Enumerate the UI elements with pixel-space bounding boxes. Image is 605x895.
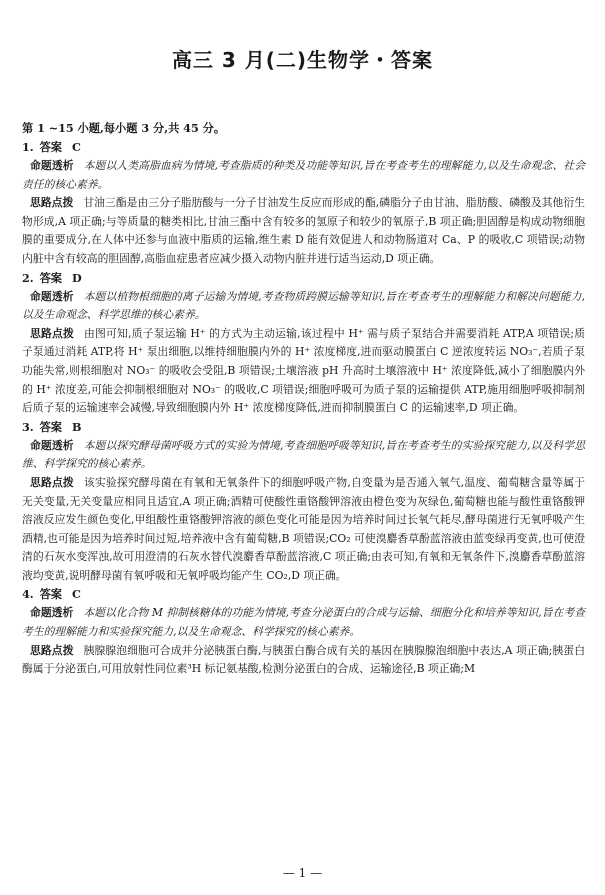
hint-paragraph: [22, 474, 585, 586]
answer-value: D: [71, 270, 82, 285]
question-number: 3.: [22, 419, 34, 434]
answer-line: [22, 418, 585, 437]
answer-label: 答案: [39, 587, 62, 602]
analysis-paragraph: [22, 288, 585, 325]
question-number: 4.: [22, 587, 34, 602]
question-number: 2.: [22, 270, 34, 285]
analysis-text: 本题以人类高脂血病为情境,考查脂质的种类及功能等知识,旨在考查考生的理解能力,以及生命观念、社会责任的核心素养。: [22, 159, 586, 191]
question-1: [22, 138, 585, 269]
answer-line: [22, 138, 585, 157]
question-2: [22, 269, 585, 418]
page-title: 高三 3 月(二)生物学・答案: [171, 48, 434, 72]
answer-label: 答案: [39, 270, 62, 285]
analysis-label: 命题透析: [30, 606, 74, 620]
answer-line: [22, 585, 585, 604]
question-number: 1.: [22, 140, 34, 154]
hint-text: 由图可知,质子泵运输 H⁺ 的方式为主动运输,该过程中 H⁺ 需与质子泵结合并需要消耗 ATP,A 项错误;质子泵通过消耗 ATP,将 H⁺ 泵出细胞,以维持细胞膜内外的 H⁺ 浓度梯度,进而驱动膜蛋白 C 逆浓度转运 NO₃⁻,若质子泵功能失常,则根细胞对 NO₃⁻ 的吸收会受阻,B 项错误;土壤溶液 pH 升高时土壤溶液中 H⁺ 浓度降低,减小了细胞膜内外的 H⁺ 浓度差,可能会抑制根细胞对 NO₃⁻ 的吸收,C 项错误;细胞呼吸可为质子泵的运输提供 ATP,施用细胞呼吸抑制剂后质子泵的运输速率会减慢,导致细胞膜内外 H⁺ 浓度梯度降低,进而抑制膜蛋白 C 的运输速率,D 项正确。: [22, 326, 585, 415]
analysis-paragraph: [22, 157, 585, 194]
hint-label: 思路点拨: [30, 326, 75, 340]
analysis-text: 本题以探究酵母菌呼吸方式的实验为情境,考查细胞呼吸等知识,旨在考查考生的实验探究能力,以及科学思维、科学探究的核心素养。: [22, 438, 586, 471]
hint-text: 胰腺腺泡细胞可合成并分泌胰蛋白酶,与胰蛋白酶合成有关的基因在胰腺腺泡细胞中表达,A 项正确;胰蛋白酶属于分泌蛋白,可用放射性同位素³H 标记氨基酸,检测分泌蛋白的合成、运输途径,B 项正确;M: [22, 643, 585, 676]
answer-label: 答案: [39, 419, 62, 434]
page-number: — 1 —: [282, 866, 323, 880]
hint-label: 思路点拨: [30, 196, 74, 210]
answer-label: 答案: [39, 140, 62, 154]
hint-label: 思路点拨: [30, 475, 74, 489]
analysis-text: 本题以化合物 M 抑制核糖体的功能为情境,考查分泌蛋白的合成与运输、细胞分化和培养等知识,旨在考查考生的理解能力和实验探究能力,以及生命观念、科学探究的核心素养。: [22, 606, 585, 639]
hint-paragraph: [22, 325, 585, 418]
analysis-label: 命题透析: [30, 289, 74, 303]
question-3: [22, 418, 585, 586]
analysis-label: 命题透析: [30, 438, 74, 452]
answer-line: [22, 269, 585, 288]
hint-label: 思路点拨: [30, 643, 74, 657]
hint-paragraph: [22, 642, 585, 679]
analysis-label: 命题透析: [30, 159, 74, 172]
analysis-paragraph: [22, 604, 585, 641]
section-intro: 第 1 ~15 小题,每小题 3 分,共 45 分。: [22, 121, 226, 135]
hint-text: 该实验探究酵母菌在有氧和无氧条件下的细胞呼吸产物,自变量为是否通入氧气,温度、葡萄糖含量等属于无关变量,无关变量应相同且适宜,A 项正确;酒精可使酸性重铬酸钾溶液由橙色变为灰绿色,葡萄糖也能与酸性重铬酸钾溶液反应发生颜色变化,甲组酸性重铬酸钾溶液的颜色变化可能是因为培养时间过长氧气耗尽,酵母菌进行无氧呼吸产生酒精,也可能是因为培养时间过短,培养液中含有葡萄糖,B 项错误;CO₂ 可使溴麝香草酚蓝溶液由蓝变绿再变黄,也可使澄清的石灰水变浑浊,故可用澄清的石灰水替代溴麝香草酚蓝溶液,C 项正确;由表可知,有氧和无氧条件下,溴麝香草酚蓝溶液均变黄,说明酵母菌有氧呼吸和无氧呼吸均能产生 CO₂,D 项正确。: [22, 475, 585, 582]
hint-text: 甘油三酯是由三分子脂肪酸与一分子甘油发生反应而形成的酯,磷脂分子由甘油、脂肪酸、磷酸及其他衍生物形成,A 项正确;与等质量的糖类相比,甘油三酯中含有较多的氢原子和较少的氧原子,B 项正确;胆固醇是构成动物细胞膜的重要成分,在人体中还参与血液中脂质的运输,维生素 D 能有效促进人和动物肠道对 Ca、P 的吸收,C 项错误;动物内脏中含有较高的胆固醇,高脂血症患者应减少摄入动物内脏并进行适当运动,D 项正确。: [22, 196, 585, 265]
answer-value: C: [71, 587, 81, 602]
analysis-text: 本题以植物根细胞的离子运输为情境,考查物质跨膜运输等知识,旨在考查考生的理解能力和解决问题能力,以及生命观念、科学思维的核心素养。: [22, 289, 586, 322]
question-4: [22, 585, 585, 678]
answer-content: [22, 119, 585, 679]
answer-value: B: [71, 419, 82, 434]
analysis-paragraph: [22, 437, 585, 474]
answer-value: C: [71, 140, 81, 154]
hint-paragraph: [22, 194, 585, 268]
